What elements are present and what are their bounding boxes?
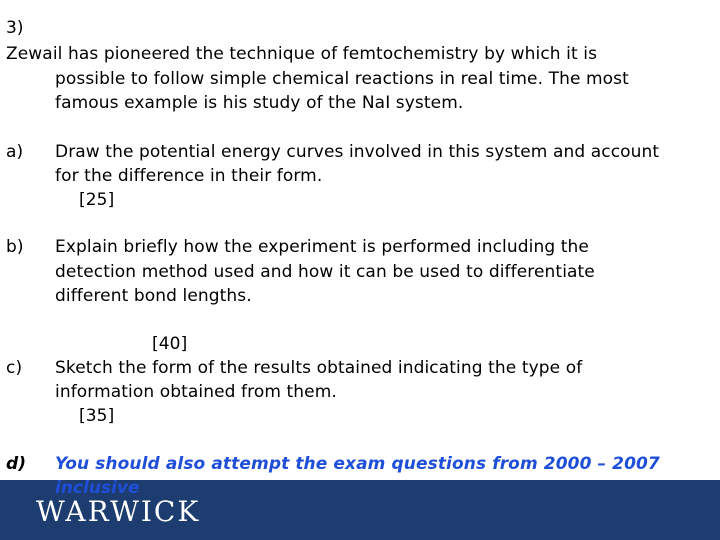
warwick-logo: WARWICK bbox=[36, 495, 201, 528]
part-d-line-1: You should also attempt the exam questions from 2000 – 2007 bbox=[55, 454, 660, 474]
part-b-line-1: Explain briefly how the experiment is performed including the bbox=[55, 237, 589, 257]
part-d-line-2: inclusive bbox=[55, 478, 140, 498]
intro-line-1: Zewail has pioneered the technique of femtochemistry by which it is bbox=[6, 44, 598, 64]
part-b-line-2: detection method used and how it can be used to differentiate bbox=[55, 262, 595, 282]
part-d-label: d) bbox=[6, 454, 27, 474]
part-c-line-2: information obtained from them. bbox=[55, 382, 337, 402]
part-c-label: c) bbox=[6, 358, 23, 378]
part-a-line-2: for the difference in their form. bbox=[55, 166, 323, 186]
part-b-label: b) bbox=[6, 237, 24, 257]
intro-line-3: famous example is his study of the NaI system. bbox=[55, 93, 464, 113]
part-a-marks: [25] bbox=[79, 190, 115, 210]
part-a-line-1: Draw the potential energy curves involved in this system and account bbox=[55, 142, 660, 162]
part-a-label: a) bbox=[6, 142, 24, 162]
part-b-marks: [40] bbox=[152, 334, 188, 354]
part-c-marks: [35] bbox=[79, 406, 115, 426]
part-b-line-3: different bond lengths. bbox=[55, 286, 252, 306]
part-c-line-1: Sketch the form of the results obtained indicating the type of bbox=[55, 358, 583, 378]
question-number: 3) bbox=[6, 18, 24, 38]
intro-line-2: possible to follow simple chemical reactions in real time. The most bbox=[55, 69, 629, 89]
